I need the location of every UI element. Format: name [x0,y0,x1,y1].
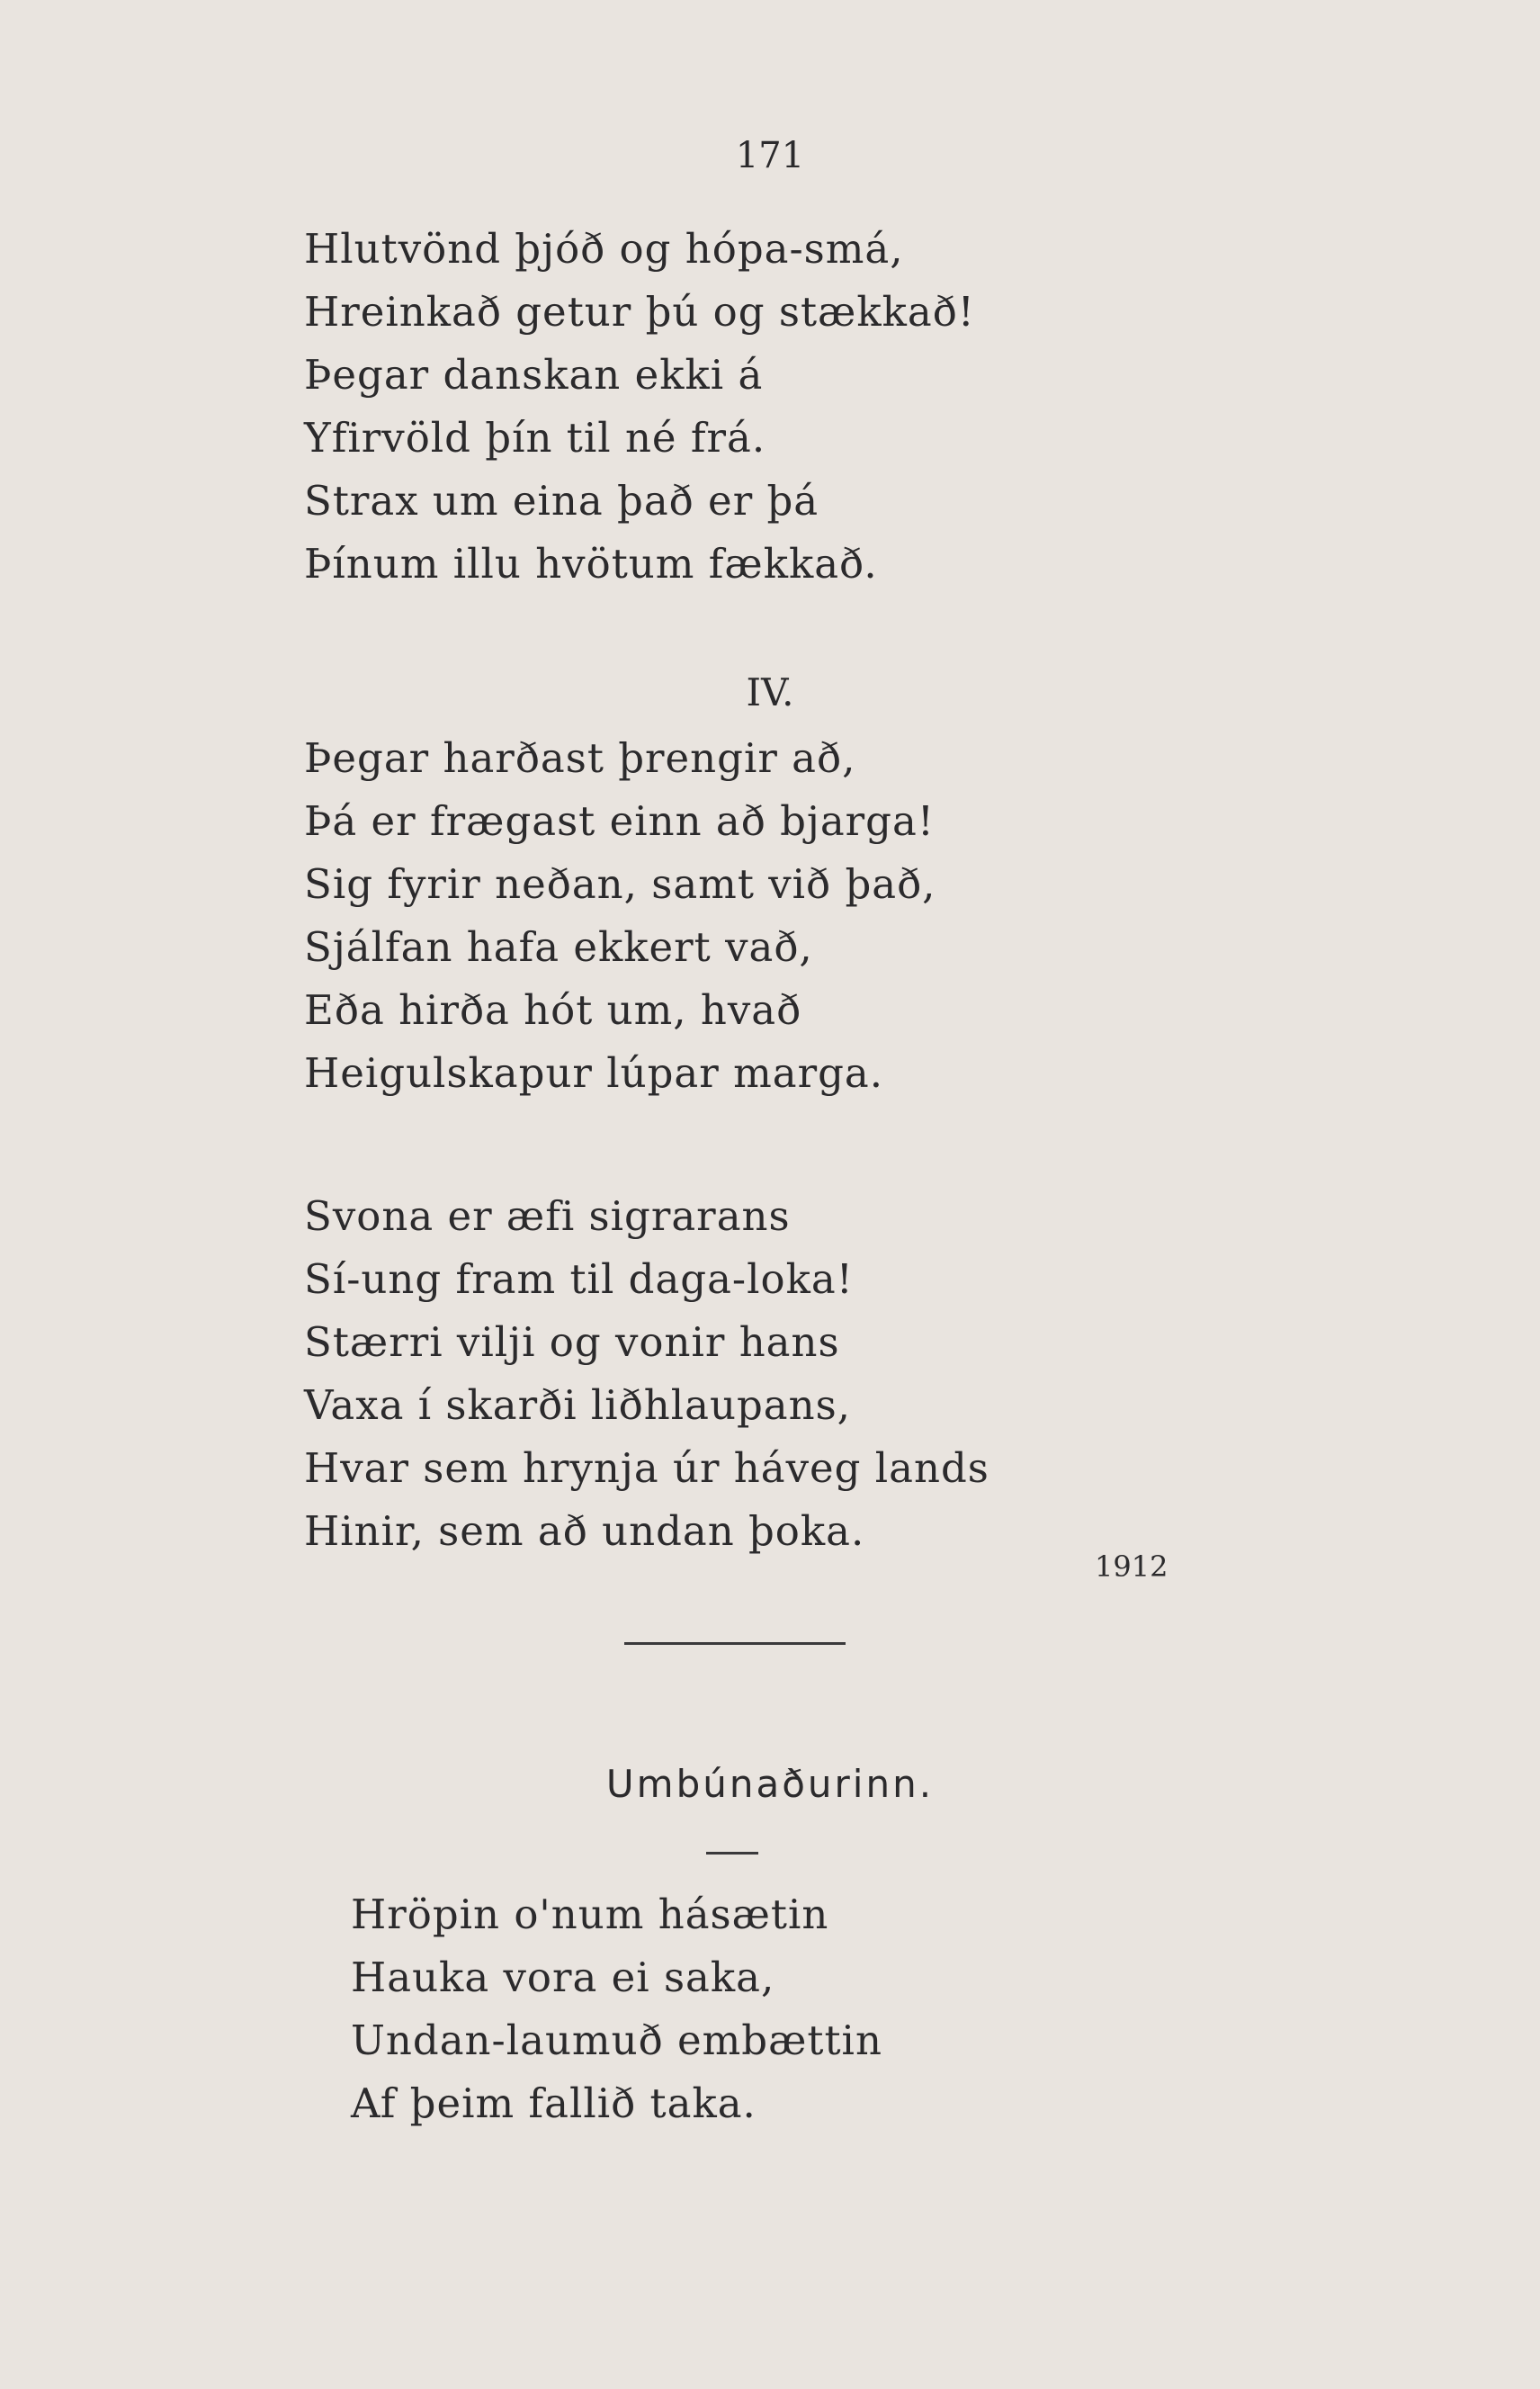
verse-line: Sjálfan hafa ekkert vað, [304,923,813,971]
verse-line: Hvar sem hrynja úr háveg lands [304,1444,989,1492]
verse-line: Af þeim fallið taka. [351,2079,757,2127]
stanza-1 [304,218,975,596]
verse-line: Þínum illu hvötum fækkað. [304,540,878,588]
verse-line: Stærri vilji og vonir hans [304,1318,840,1366]
stanza-4 [351,1883,882,2135]
verse-line: Sí-ung fram til daga-loka! [304,1255,854,1303]
verse-line: Hauka vora ei saka, [351,1953,775,2001]
verse-line: Þegar harðast þrengir að, [304,734,856,782]
verse-line: Undan-laumuð embættin [351,2016,882,2064]
verse-line: Hröpin o'num hásætin [351,1891,829,1938]
poem-date: 1912 [1095,1549,1168,1584]
verse-line: Heigulskapur lúpar marga. [304,1049,884,1097]
stanza-3 [304,1185,989,1563]
verse-line: Hreinkað getur þú og stækkað! [304,288,975,336]
page-number: 171 [735,135,805,176]
verse-line: Vaxa í skarði liðhlaupans, [304,1381,851,1429]
verse-line: Strax um eina það er þá [304,477,819,525]
poem-title: Umbúnaðurinn. [605,1762,935,1806]
stanza-2 [304,727,936,1105]
section-numeral: IV. [746,670,794,714]
section-divider [624,1642,846,1645]
verse-line: Hinir, sem að undan þoka. [304,1507,865,1555]
verse-line: Yfirvöld þín til né frá. [304,414,766,462]
verse-line: Eða hirða hót um, hvað [304,986,802,1034]
verse-line: Sig fyrir neðan, samt við það, [304,860,936,908]
verse-line: Þegar danskan ekki á [304,351,764,399]
title-divider [706,1852,758,1855]
verse-line: Þá er frægast einn að bjarga! [304,797,935,845]
verse-line: Hlutvönd þjóð og hópa-smá, [304,225,904,273]
verse-line: Svona er æfi sigrarans [304,1192,791,1240]
